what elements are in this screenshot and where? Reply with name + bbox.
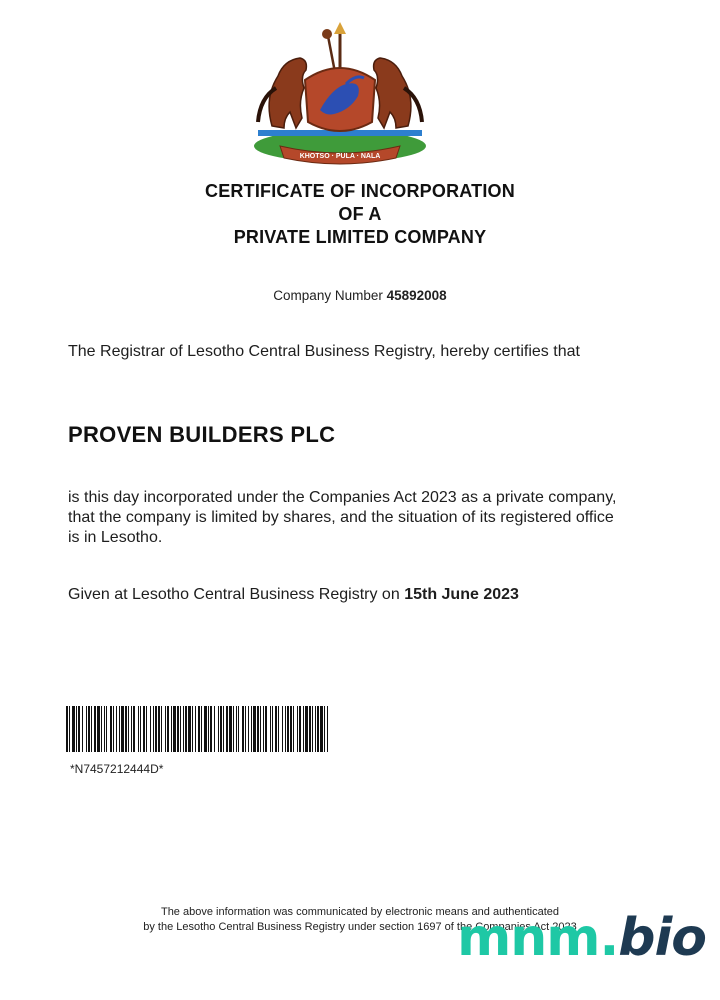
barcode-bar bbox=[315, 706, 316, 752]
barcode-bar bbox=[214, 706, 215, 752]
barcode-bar bbox=[290, 706, 292, 752]
barcode-bar bbox=[278, 706, 279, 752]
company-number-line bbox=[0, 288, 720, 303]
crest-motto: KHOTSO · PULA · NALA bbox=[299, 153, 381, 160]
company-number-value: 45892008 bbox=[386, 288, 447, 303]
barcode-bar bbox=[251, 706, 252, 752]
barcode-text: *N7457212444D* bbox=[70, 762, 164, 776]
barcode-bar bbox=[317, 706, 319, 752]
barcode-bar bbox=[309, 706, 311, 752]
company-number-label: Company Number bbox=[273, 288, 383, 303]
barcode-bar bbox=[106, 706, 107, 752]
barcode-bar bbox=[110, 706, 112, 752]
barcode-bar bbox=[104, 706, 105, 752]
given-prefix: Given at Lesotho Central Business Registry on bbox=[68, 586, 400, 603]
barcode-bar bbox=[133, 706, 135, 752]
barcode-bar bbox=[66, 706, 68, 752]
barcode-bar bbox=[312, 706, 313, 752]
barcode bbox=[66, 706, 330, 752]
left-horse bbox=[269, 58, 306, 128]
barcode-bar bbox=[131, 706, 132, 752]
barcode-bar bbox=[82, 706, 83, 752]
barcode-bar bbox=[183, 706, 184, 752]
barcode-bar bbox=[177, 706, 179, 752]
barcode-bar bbox=[287, 706, 289, 752]
barcode-bar bbox=[121, 706, 124, 752]
watermark-logo bbox=[457, 908, 706, 968]
certificate-title bbox=[0, 180, 720, 249]
barcode-bar bbox=[272, 706, 273, 752]
barcode-bar bbox=[91, 706, 92, 752]
barcode-bar bbox=[299, 706, 301, 752]
barcode-bar bbox=[76, 706, 77, 752]
footer-line-1: The above information was communicated by electronic means and authenticated bbox=[160, 906, 560, 918]
barcode-bar bbox=[116, 706, 117, 752]
barcode-bar bbox=[236, 706, 237, 752]
barcode-bar bbox=[218, 706, 219, 752]
barcode-bar bbox=[195, 706, 196, 752]
title-line-3: PRIVATE LIMITED COMPANY bbox=[233, 227, 487, 247]
watermark-part-2: bio bbox=[618, 908, 706, 968]
barcode-bar bbox=[140, 706, 141, 752]
right-horse bbox=[374, 58, 411, 128]
barcode-bar bbox=[242, 706, 244, 752]
barcode-bar bbox=[226, 706, 228, 752]
given-date: 15th June 2023 bbox=[404, 586, 519, 603]
barcode-bar bbox=[158, 706, 160, 752]
footer-line-2: by the Lesotho Central Business Registry under section 1697 of the Companies Act 2023 bbox=[143, 921, 577, 933]
barcode-bar bbox=[153, 706, 154, 752]
barcode-bar bbox=[260, 706, 261, 752]
barcode-bar bbox=[210, 706, 212, 752]
barcode-bar bbox=[101, 706, 102, 752]
barcode-bar bbox=[188, 706, 191, 752]
barcode-bar bbox=[245, 706, 246, 752]
barcode-bar bbox=[204, 706, 207, 752]
barcode-bar bbox=[146, 706, 147, 752]
barcode-bar bbox=[171, 706, 172, 752]
barcode-bar bbox=[167, 706, 169, 752]
barcode-bar bbox=[223, 706, 224, 752]
barcode-bar bbox=[233, 706, 234, 752]
barcode-bar bbox=[173, 706, 176, 752]
barcode-bar bbox=[94, 706, 96, 752]
barcode-bar bbox=[253, 706, 256, 752]
barcode-bar bbox=[97, 706, 100, 752]
barcode-bar bbox=[285, 706, 286, 752]
company-name: PROVEN BUILDERS PLC bbox=[68, 422, 336, 447]
barcode-bar bbox=[88, 706, 90, 752]
barcode-bar bbox=[293, 706, 294, 752]
barcode-bar bbox=[86, 706, 87, 752]
title-line-2: OF A bbox=[338, 204, 382, 224]
barcode-bar bbox=[305, 706, 308, 752]
barcode-bar bbox=[143, 706, 145, 752]
barcode-bar bbox=[72, 706, 75, 752]
barcode-bar bbox=[128, 706, 129, 752]
barcode-bar bbox=[192, 706, 193, 752]
barcode-bar bbox=[138, 706, 139, 752]
title-line-1: CERTIFICATE OF INCORPORATION bbox=[205, 181, 515, 201]
watermark-part-1: mnm. bbox=[457, 908, 619, 968]
barcode-bar bbox=[155, 706, 157, 752]
barcode-bar bbox=[180, 706, 181, 752]
barcode-bar bbox=[297, 706, 298, 752]
barcode-bar bbox=[327, 706, 328, 752]
barcode-bar bbox=[303, 706, 304, 752]
barcode-bar bbox=[165, 706, 166, 752]
barcode-bar bbox=[125, 706, 127, 752]
given-line bbox=[68, 586, 519, 604]
barcode-bar bbox=[119, 706, 120, 752]
barcode-bar bbox=[161, 706, 162, 752]
barcode-bar bbox=[248, 706, 249, 752]
barcode-bar bbox=[257, 706, 259, 752]
registrar-statement: The Registrar of Lesotho Central Business Registry, hereby certifies that bbox=[68, 343, 580, 360]
incorporation-statement: is this day incorporated under the Companies Act 2023 as a private company, that the company is limited by shares, and the situation of its registered office is in Lesotho. bbox=[68, 489, 617, 546]
barcode-bar bbox=[113, 706, 114, 752]
barcode-bar bbox=[238, 706, 239, 752]
coat-of-arms-icon bbox=[250, 18, 430, 168]
barcode-bar bbox=[208, 706, 209, 752]
barcode-bar bbox=[275, 706, 277, 752]
barcode-bar bbox=[185, 706, 187, 752]
barcode-bar bbox=[220, 706, 222, 752]
barcode-bar bbox=[265, 706, 267, 752]
barcode-bar bbox=[324, 706, 325, 752]
barcode-bar bbox=[201, 706, 202, 752]
barcode-bar bbox=[282, 706, 283, 752]
barcode-bar bbox=[320, 706, 323, 752]
barcode-bar bbox=[150, 706, 151, 752]
barcode-bar bbox=[69, 706, 70, 752]
barcode-bar bbox=[263, 706, 264, 752]
barcode-bar bbox=[78, 706, 80, 752]
barcode-bar bbox=[270, 706, 271, 752]
barcode-bar bbox=[229, 706, 232, 752]
barcode-bar bbox=[198, 706, 200, 752]
